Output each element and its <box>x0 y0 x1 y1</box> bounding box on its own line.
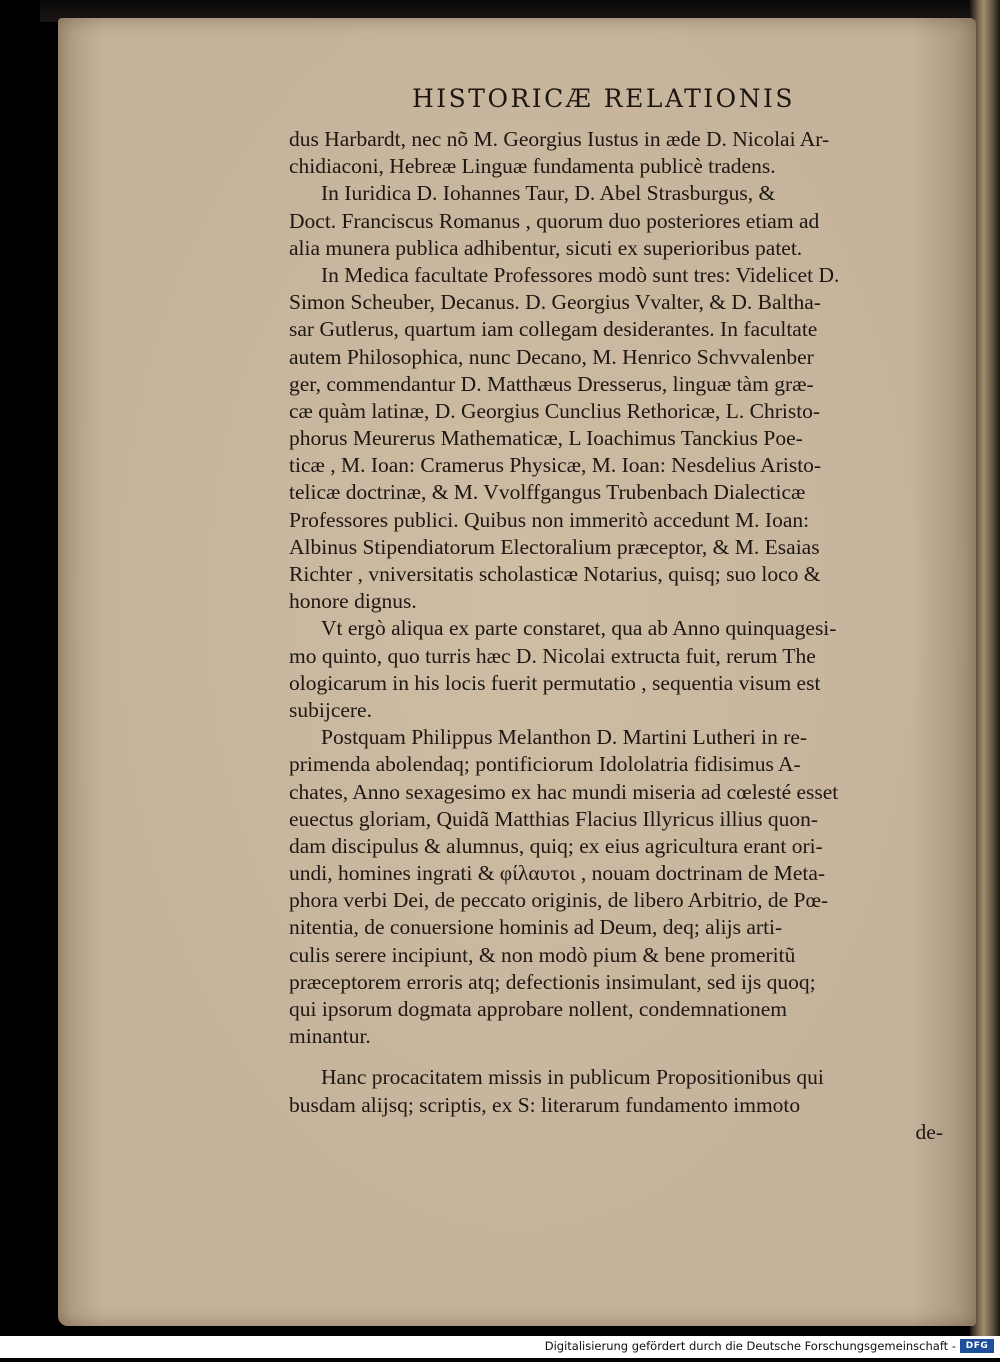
text-line: In Iuridica D. Iohannes Taur, D. Abel Strasburgus, & <box>321 181 776 206</box>
text-line: subijcere. <box>289 697 372 722</box>
text-line: Vt ergò aliqua ex parte constaret, qua ab Anno quinquagesi- <box>321 616 837 641</box>
text-line: phorus Meurerus Mathematicæ, L Ioachimus Tanckius Poe- <box>289 426 803 451</box>
text-line: Postquam Philippus Melanthon D. Martini Lutheri in re- <box>321 725 808 750</box>
body-text <box>289 126 953 1146</box>
text-line: euectus gloriam, Quidã Matthias Flacius Illyricus illius quon- <box>289 806 819 831</box>
text-line: Richter , vniversitatis scholasticæ Notarius, quisq; suo loco & <box>289 562 821 586</box>
text-line: minantur. <box>289 1024 371 1049</box>
catchword: de- <box>915 1119 943 1144</box>
text-line: nitentia, de conuersione hominis ad Deum, deq; alijs arti- <box>289 915 783 940</box>
text-line: dam discipulus & alumnus, quiq; ex eius agricultura erant ori- <box>289 833 823 858</box>
dfg-logo: DFG <box>960 1339 994 1353</box>
text-line: autem Philosophica, nunc Decano, M. Henrico Schvvalenber <box>289 344 814 369</box>
text-line: ger, commendantur D. Matthæus Dresserus, linguæ tàm græ- <box>289 371 814 396</box>
text-line: Professores publici. Quibus non immeritò accedunt M. Ioan: <box>289 507 810 532</box>
paragraph-gap <box>289 1050 953 1064</box>
text-line: culis serere incipiunt, & non modò pium & bene promeritũ <box>289 942 796 967</box>
text-line: ticæ , M. Ioan: Cramerus Physicæ, M. Ioan: Nesdelius Aristo- <box>289 453 822 478</box>
text-line: Hanc procacitatem missis in publicum Propositionibus qui <box>321 1065 824 1090</box>
text-line: Simon Scheuber, Decanus. D. Georgius Vvalter, & D. Baltha- <box>289 290 821 315</box>
running-head: HISTORICÆ RELATIONIS <box>412 84 796 113</box>
text-line: telicæ doctrinæ, & M. Vvolffgangus Trubenbach Dialecticæ <box>289 480 806 505</box>
text-line: præceptorem erroris atq; defectionis insimulant, sed ijs quoq; <box>289 969 816 994</box>
text-line: Doct. Franciscus Romanus , quorum duo posteriores etiam ad <box>289 208 820 233</box>
text-line: qui ipsorum dogmata approbare nollent, condemnationem <box>289 997 787 1021</box>
text-line: busdam alijsq; scriptis, ex S: literarum fundamento immoto <box>289 1092 801 1117</box>
text-line: sar Gutlerus, quartum iam collegam desiderantes. In facultate <box>289 317 818 342</box>
text-line: ologicarum in his locis fuerit permutatio , sequentia visum est <box>289 670 821 695</box>
text-line: undi, homines ingrati & φίλαυτοι , nouam doctrinam de Meta- <box>289 861 826 886</box>
text-line: dus Harbardt, nec nõ M. Georgius Iustus in æde D. Nicolai Ar- <box>289 127 830 151</box>
text-line: cæ quàm latinæ, D. Georgius Cunclius Rethoricæ, L. Christo- <box>289 398 821 423</box>
text-line: primenda abolendaq; pontificiorum Idololatria fidisimus A- <box>289 752 801 777</box>
text-line: Albinus Stipendiatorum Electoralium præceptor, & M. Esaias <box>289 534 820 559</box>
funding-notice: Digitalisierung gefördert durch die Deutsche Forschungsgemeinschaft - <box>544 1339 956 1353</box>
footer-bar <box>0 1336 1000 1358</box>
text-line: chidiaconi, Hebreæ Linguæ fundamenta publicè tradens. <box>289 154 776 179</box>
text-line: mo quinto, quo turris hæc D. Nicolai extructa fuit, rerum The <box>289 643 816 668</box>
text-line: honore dignus. <box>289 589 417 614</box>
text-line: alia munera publica adhibentur, sicuti ex superioribus patet. <box>289 235 803 260</box>
text-line: phora verbi Dei, de peccato originis, de libero Arbitrio, de Pœ- <box>289 888 829 913</box>
text-line: In Medica facultate Professores modò sunt tres: Videlicet D. <box>321 262 840 287</box>
text-line: chates, Anno sexagesimo ex hac mundi miseria ad cœlesté esset <box>289 779 839 804</box>
